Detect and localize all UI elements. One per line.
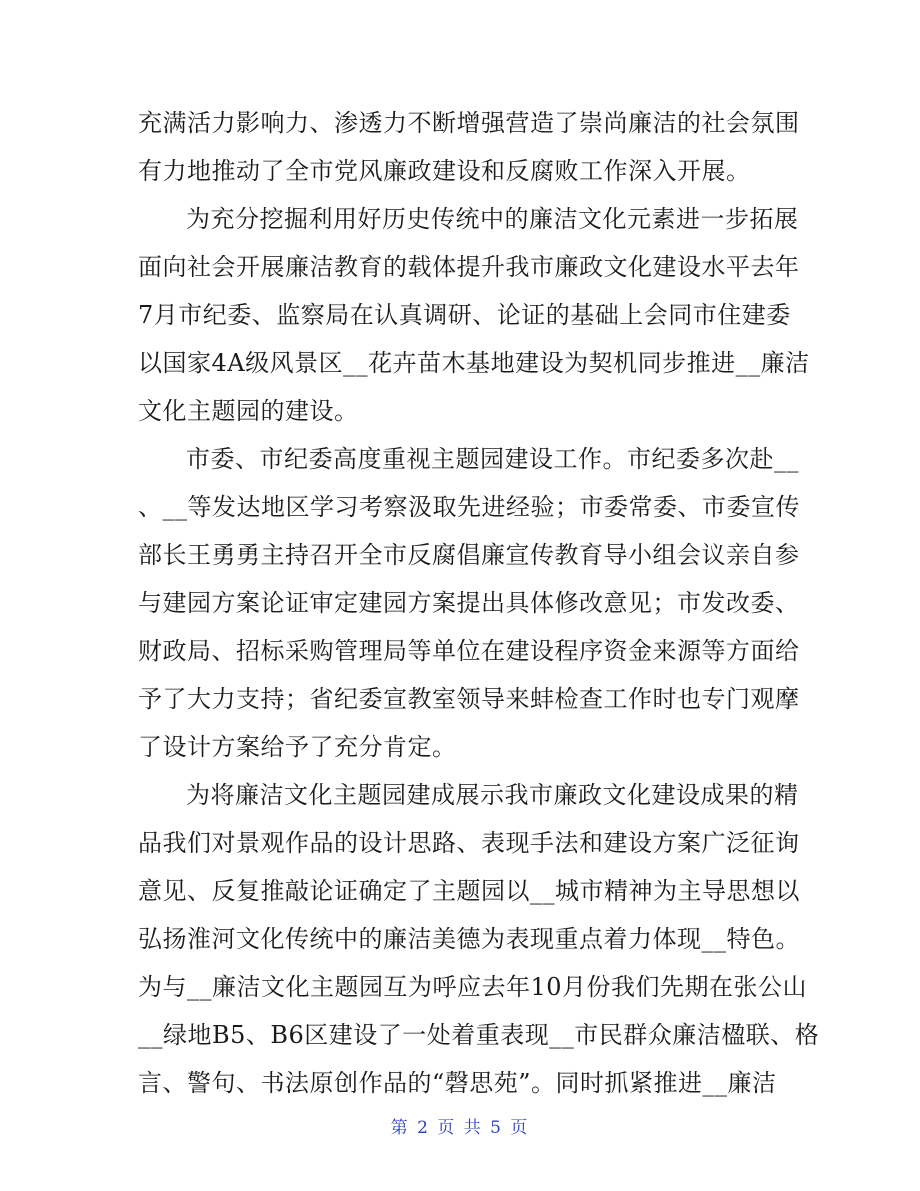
text-line: 财政局、招标采购管理局等单位在建设程序资金来源等方面给 [138,637,800,665]
text-line: 文化主题园的建设。 [138,397,359,425]
text-line: 言、警句、书法原创作品的“磬思苑”。同时抓紧推进__廉洁 [138,1069,777,1097]
text-line: 为与__廉洁文化主题园互为呼应去年10月份我们先期在张公山 [138,973,808,1001]
paragraph-start-line: 为将廉洁文化主题园建成展示我市廉政文化建设成果的精 [186,781,799,809]
page-number-footer: 第 2 页 共 5 页 [390,1118,530,1138]
text-line: 弘扬淮河文化传统中的廉洁美德为表现重点着力体现__特色。 [138,925,800,953]
text-line: 有力地推动了全市党风廉政建设和反腐败工作深入开展。 [138,157,751,185]
text-line: 意见、反复推敲论证确定了主题园以__城市精神为主导思想以 [138,877,800,905]
text-line: 部长王勇勇主持召开全市反腐倡廉宣传教育导小组会议亲自参 [138,541,800,569]
paragraph-start-line: 为充分挖掘利用好历史传统中的廉洁文化元素进一步拓展 [186,205,799,233]
text-line: 与建园方案论证审定建园方案提出具体修改意见；市发改委、 [138,589,800,617]
text-line: 以国家4A级风景区__花卉苗木基地建设为契机同步推进__廉洁 [138,349,810,377]
paragraph-start-line: 市委、市纪委高度重视主题园建设工作。市纪委多次赴__ [186,445,799,473]
text-line: 7月市纪委、监察局在认真调研、论证的基础上会同市住建委 [138,301,791,329]
text-line: 品我们对景观作品的设计思路、表现手法和建设方案广泛征询 [138,829,800,857]
text-line: 充满活力影响力、渗透力不断增强营造了崇尚廉洁的社会氛围 [138,109,800,137]
text-line: __绿地B5、B6区建设了一处着重表现__市民群众廉洁楹联、格 [138,1021,820,1049]
text-line: 予了大力支持；省纪委宣教室领导来蚌检查工作时也专门观摩 [138,685,800,713]
text-line: 面向社会开展廉洁教育的载体提升我市廉政文化建设水平去年 [138,253,800,281]
text-line: 了设计方案给予了充分肯定。 [138,733,457,761]
text-line: 、__等发达地区学习考察汲取先进经验；市委常委、市委宣传 [138,493,800,521]
